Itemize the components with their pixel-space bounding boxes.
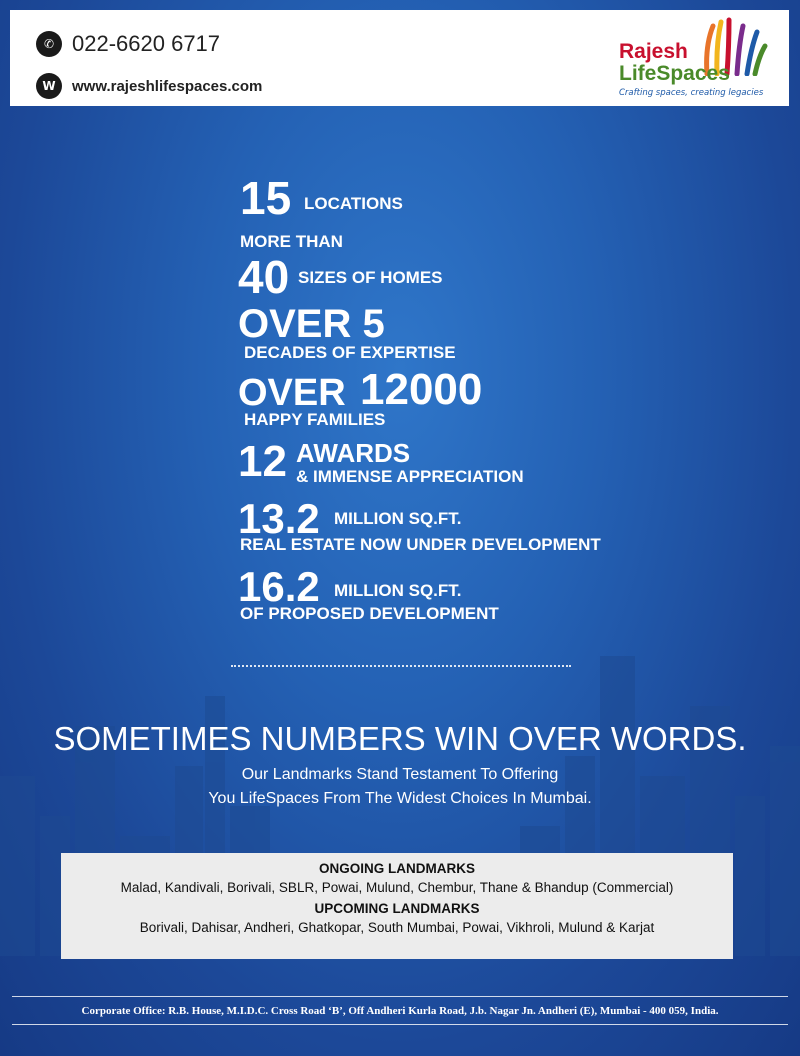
stat-decades-label: DECADES OF EXPERTISE <box>244 343 456 362</box>
logo-name-line1: Rajesh <box>619 40 688 63</box>
contact-info <box>36 30 262 114</box>
stat-prop-number: 16.2 <box>238 563 320 610</box>
stat-sizes-label: SIZES OF HOMES <box>298 268 443 287</box>
ongoing-title: ONGOING LANDMARKS <box>319 861 475 876</box>
phone-number[interactable]: 022-6620 6717 <box>72 31 221 56</box>
phone-icon: ✆ <box>36 31 62 57</box>
dotted-divider <box>231 665 571 667</box>
web-icon: W <box>36 73 62 99</box>
subline-2: You LifeSpaces From The Widest Choices In Mumbai. <box>208 790 592 807</box>
upcoming-list: Borivali, Dahisar, Andheri, Ghatkopar, South Mumbai, Powai, Vikhroli, Mulund & Karjat <box>139 920 655 935</box>
subline-1: Our Landmarks Stand Testament To Offering <box>241 766 559 783</box>
stat-awards-sub: & IMMENSE APPRECIATION <box>296 467 524 486</box>
stat-prop-label: MILLION SQ.FT. <box>334 581 462 600</box>
header-bar <box>10 10 789 106</box>
website-link[interactable]: www.rajeshlifespaces.com <box>72 77 263 95</box>
stat-locations-number: 15 <box>240 172 292 224</box>
ongoing-list: Malad, Kandivali, Borivali, SBLR, Powai, Mulund, Chembur, Thane & Bhandup (Commercial) <box>120 880 674 895</box>
stat-prop-sub: OF PROPOSED DEVELOPMENT <box>240 604 499 623</box>
stat-decades-number: OVER 5 <box>238 302 385 346</box>
stat-locations-label: LOCATIONS <box>304 194 403 213</box>
headline: SOMETIMES NUMBERS WIN OVER WORDS. <box>53 720 747 757</box>
stat-families-number: 12000 <box>360 365 483 414</box>
landmarks-box <box>61 853 733 959</box>
brand-logo[interactable] <box>619 16 769 102</box>
phone-row[interactable] <box>36 30 262 58</box>
stat-families-prefix: OVER <box>238 372 346 414</box>
stat-families-label: HAPPY FAMILIES <box>244 410 386 429</box>
logo-tagline: Crafting spaces, creating legacies <box>619 88 764 98</box>
stat-sizes-number: 40 <box>238 251 290 303</box>
stat-dev-label: MILLION SQ.FT. <box>334 509 462 528</box>
stat-dev-number: 13.2 <box>238 495 320 542</box>
website-row[interactable] <box>36 72 262 100</box>
stat-sizes-prefix: MORE THAN <box>240 232 343 251</box>
corporate-office-address: Corporate Office: R.B. House, M.I.D.C. Cross Road ‘B’, Off Andheri Kurla Road, J.b. Nagar Jn. Andheri (E), Mumbai - 400 059, India. <box>81 1005 719 1017</box>
stat-awards-number: 12 <box>238 437 287 486</box>
stat-awards-label: AWARDS <box>296 438 411 468</box>
footer-divider-top <box>12 996 788 997</box>
logo-name-line2: LifeSpaces <box>619 62 730 85</box>
footer-divider-bottom <box>12 1024 788 1025</box>
upcoming-title: UPCOMING LANDMARKS <box>314 901 480 916</box>
stat-dev-sub: REAL ESTATE NOW UNDER DEVELOPMENT <box>240 535 601 554</box>
